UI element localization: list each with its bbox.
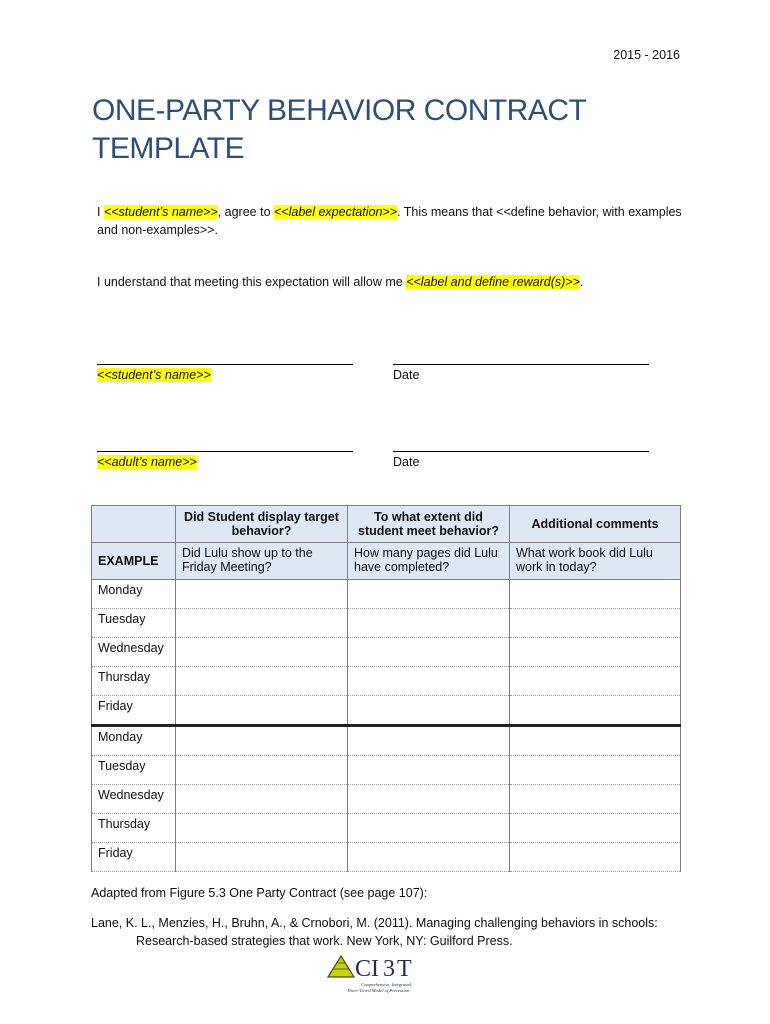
- adult-signature-label: [97, 455, 197, 469]
- day-label: Friday: [92, 696, 176, 726]
- agreement-text-2: , agree to: [217, 205, 274, 219]
- adult-signature-line[interactable]: [97, 451, 353, 452]
- table-row: [92, 696, 681, 726]
- table-cell[interactable]: [176, 814, 348, 843]
- svg-text:T: T: [397, 956, 412, 982]
- table-cell[interactable]: [176, 696, 348, 726]
- day-label: Tuesday: [92, 609, 176, 638]
- table-cell[interactable]: [510, 785, 681, 814]
- table-cell[interactable]: [176, 726, 348, 756]
- reference-citation: [91, 914, 691, 950]
- understand-text-1: I understand that meeting this expectation will allow me: [97, 275, 407, 289]
- table-cell[interactable]: [510, 580, 681, 609]
- table-cell[interactable]: [176, 843, 348, 872]
- table-header-cell: Did Student display target behavior?: [176, 506, 348, 543]
- table-cell[interactable]: [348, 756, 510, 785]
- table-header-cell: To what extent did student meet behavior?: [348, 506, 510, 543]
- table-cell[interactable]: [348, 638, 510, 667]
- understand-paragraph: [97, 273, 697, 291]
- day-label: Wednesday: [92, 638, 176, 667]
- table-header-cell: [92, 506, 176, 543]
- svg-text:3: 3: [383, 956, 395, 982]
- table-cell[interactable]: [348, 580, 510, 609]
- agreement-text-1: I: [97, 205, 104, 219]
- reward-placeholder: <<label and define reward(s)>>: [406, 275, 580, 289]
- example-label: EXAMPLE: [92, 543, 176, 580]
- table-cell[interactable]: [348, 696, 510, 726]
- ci3t-logo: [325, 953, 425, 1003]
- table-cell[interactable]: [176, 638, 348, 667]
- table-cell[interactable]: [176, 756, 348, 785]
- table-row: [92, 638, 681, 667]
- table-cell[interactable]: [176, 785, 348, 814]
- table-cell[interactable]: [176, 609, 348, 638]
- svg-text:Comprehensive, Integrated,: Comprehensive, Integrated,: [361, 982, 412, 987]
- table-row: [92, 667, 681, 696]
- day-label: Wednesday: [92, 785, 176, 814]
- table-row: [92, 814, 681, 843]
- reference-line-1: Lane, K. L., Menzies, H., Bruhn, A., & Crnobori, M. (2011). Managing challenging behaviors in schools:: [91, 916, 658, 930]
- table-cell[interactable]: [348, 843, 510, 872]
- table-cell[interactable]: [510, 843, 681, 872]
- table-cell[interactable]: [348, 785, 510, 814]
- example-row: [92, 543, 681, 580]
- table-cell[interactable]: [176, 667, 348, 696]
- table-cell[interactable]: [510, 756, 681, 785]
- table-row: [92, 726, 681, 756]
- table-cell[interactable]: [510, 667, 681, 696]
- day-label: Friday: [92, 843, 176, 872]
- table-cell[interactable]: [348, 667, 510, 696]
- student-signature-label-text: <<student’s name>>: [97, 368, 211, 382]
- table-cell[interactable]: [176, 580, 348, 609]
- adapted-from-note: Adapted from Figure 5.3 One Party Contract (see page 107):: [91, 886, 428, 900]
- adult-signature-label-text: <<adult’s name>>: [97, 455, 197, 469]
- student-signature-line[interactable]: [97, 364, 353, 365]
- example-cell: What work book did Lulu work in today?: [510, 543, 681, 580]
- student-date-label: Date: [393, 368, 420, 382]
- understand-text-2: .: [579, 275, 584, 289]
- example-cell: Did Lulu show up to the Friday Meeting?: [176, 543, 348, 580]
- table-row: [92, 843, 681, 872]
- table-header-cell: Additional comments: [510, 506, 681, 543]
- student-date-line[interactable]: [393, 364, 649, 365]
- school-year: 2015 - 2016: [613, 48, 680, 62]
- student-name-placeholder: <<student’s name>>: [103, 205, 218, 219]
- table-cell[interactable]: [510, 696, 681, 726]
- student-signature-label: [97, 368, 211, 382]
- day-label: Monday: [92, 726, 176, 756]
- table-row: [92, 609, 681, 638]
- day-label: Thursday: [92, 667, 176, 696]
- table-cell[interactable]: [510, 814, 681, 843]
- day-label: Thursday: [92, 814, 176, 843]
- ci3t-logo-triangle: [328, 956, 354, 977]
- table-row: [92, 756, 681, 785]
- behavior-tracking-table: [91, 505, 681, 872]
- table-cell[interactable]: [348, 726, 510, 756]
- table-cell[interactable]: [348, 609, 510, 638]
- agreement-text-3: . This means that <<define behavior, with examples and non-examples>>.: [97, 205, 682, 237]
- table-cell[interactable]: [510, 638, 681, 667]
- adult-date-label: Date: [393, 455, 420, 469]
- reference-line-2: Research-based strategies that work. New York, NY: Guilford Press.: [136, 934, 513, 948]
- adult-date-line[interactable]: [393, 451, 649, 452]
- table-cell[interactable]: [348, 814, 510, 843]
- table-cell[interactable]: [510, 726, 681, 756]
- svg-text:Three-Tiered Model of Preventi: Three-Tiered Model of Prevention: [347, 988, 410, 993]
- table-row: [92, 785, 681, 814]
- day-label: Tuesday: [92, 756, 176, 785]
- expectation-placeholder: <<label expectation>>: [274, 205, 398, 219]
- agreement-paragraph: [97, 203, 697, 239]
- day-label: Monday: [92, 580, 176, 609]
- example-cell: How many pages did Lulu have completed?: [348, 543, 510, 580]
- ci3t-logo-wordmark: CI: [355, 956, 379, 982]
- table-row: [92, 580, 681, 609]
- table-header-row: [92, 506, 681, 543]
- page-title: ONE-PARTY BEHAVIOR CONTRACT TEMPLATE: [92, 94, 586, 165]
- table-cell[interactable]: [510, 609, 681, 638]
